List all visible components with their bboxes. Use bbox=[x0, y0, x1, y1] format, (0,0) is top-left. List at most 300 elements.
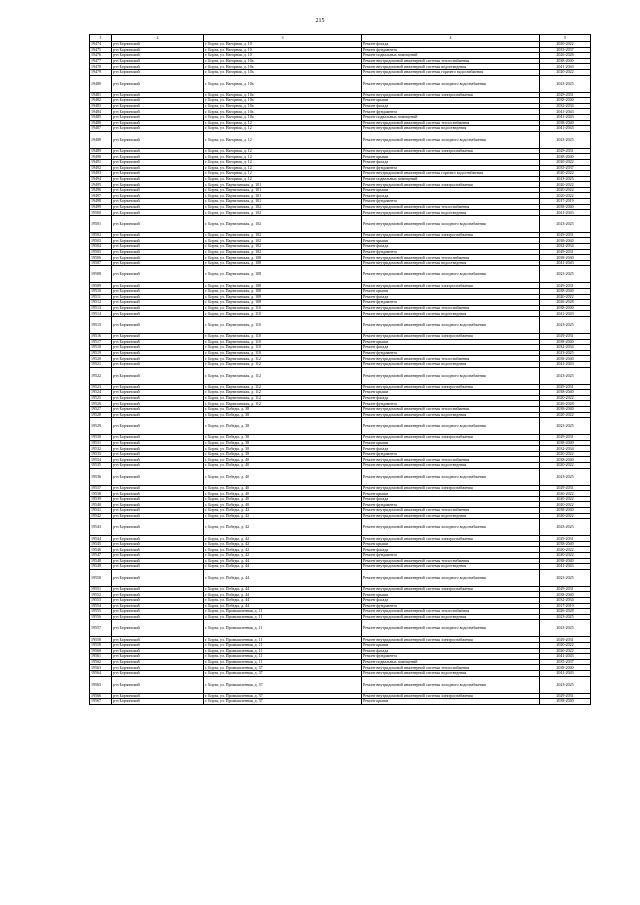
row-number-cell: 19558 bbox=[90, 637, 112, 643]
work-type-cell: Ремонт внутридомовой инженерной системы водоотведения bbox=[362, 614, 540, 620]
period-cell: 2038-2040 bbox=[540, 98, 591, 104]
work-type-cell: Ремонт подвальных помещений bbox=[362, 114, 540, 120]
address-cell: г. Борзя, ул. Нагорная, д. 10а bbox=[204, 75, 362, 92]
work-type-cell: Ремонт фундамента bbox=[362, 350, 540, 356]
work-type-cell: Ремонт внутридомовой инженерной системы водоотведения bbox=[362, 64, 540, 70]
work-type-cell: Ремонт фундамента bbox=[362, 654, 540, 660]
work-type-cell: Ремонт фундамента bbox=[362, 165, 540, 171]
period-cell: 2038-2040 bbox=[540, 255, 591, 261]
work-type-cell: Ремонт внутридомовой инженерной системы холодного водоснабжения bbox=[362, 215, 540, 232]
work-type-cell: Ремонт внутридомовой инженерной системы теплоснабжения bbox=[362, 120, 540, 126]
table-row bbox=[90, 367, 591, 384]
district-cell: р-н Борзинский bbox=[112, 485, 204, 491]
work-type-cell: Ремонт фундамента bbox=[362, 553, 540, 559]
address-cell: г. Борзя, ул. Партизанская, д. 102 bbox=[204, 249, 362, 255]
district-cell: р-н Борзинский bbox=[112, 401, 204, 407]
row-number-cell: 19529 bbox=[90, 418, 112, 435]
district-cell: р-н Борзинский bbox=[112, 283, 204, 289]
period-cell: 2029-2031 bbox=[540, 333, 591, 339]
repair-schedule-table bbox=[89, 34, 591, 705]
address-cell: г. Борзя, ул. Промышленная, д. 11 bbox=[204, 659, 362, 665]
row-number-cell: 19485 bbox=[90, 114, 112, 120]
district-cell: р-н Борзинский bbox=[112, 659, 204, 665]
row-number-cell: 19534 bbox=[90, 457, 112, 463]
work-type-cell: Ремонт внутридомовой инженерной системы водоотведения bbox=[362, 260, 540, 266]
row-number-cell: 19548 bbox=[90, 558, 112, 564]
row-number-cell: 19535 bbox=[90, 463, 112, 469]
period-cell: 2023-2025 bbox=[540, 468, 591, 485]
district-cell: р-н Борзинский bbox=[112, 345, 204, 351]
row-number-cell: 19503 bbox=[90, 238, 112, 244]
row-number-cell: 19560 bbox=[90, 648, 112, 654]
work-type-cell: Ремонт фундамента bbox=[362, 502, 540, 508]
work-type-cell: Ремонт внутридомовой инженерной системы электроснабжения bbox=[362, 283, 540, 289]
row-number-cell: 19509 bbox=[90, 283, 112, 289]
district-cell: р-н Борзинский bbox=[112, 390, 204, 396]
work-type-cell: Ремонт крыши bbox=[362, 642, 540, 648]
address-cell: г. Борзя, ул. Партизанская, д. 101 bbox=[204, 182, 362, 188]
row-number-cell: 19543 bbox=[90, 519, 112, 536]
period-cell: 2026-2028 bbox=[540, 609, 591, 615]
period-cell: 2020-2022 bbox=[540, 294, 591, 300]
work-type-cell: Ремонт фасада bbox=[362, 244, 540, 250]
period-cell: 2032-2034 bbox=[540, 244, 591, 250]
table-row bbox=[90, 569, 591, 586]
period-cell: 2041-2043 bbox=[540, 114, 591, 120]
address-cell: г. Борзя, ул. Победы, д. 42 bbox=[204, 553, 362, 559]
row-number-cell: 19546 bbox=[90, 547, 112, 553]
period-cell: 2023-2025 bbox=[540, 215, 591, 232]
period-cell: 2020-2022 bbox=[540, 395, 591, 401]
period-cell: 2026-2028 bbox=[540, 53, 591, 59]
address-cell: г. Борзя, ул. Промышленная, д. 37 bbox=[204, 676, 362, 693]
row-number-cell: 19556 bbox=[90, 614, 112, 620]
work-type-cell: Ремонт внутридомовой инженерной системы электроснабжения bbox=[362, 182, 540, 188]
district-cell: р-н Борзинский bbox=[112, 339, 204, 345]
period-cell: 2029-2031 bbox=[540, 586, 591, 592]
district-cell: р-н Борзинский bbox=[112, 603, 204, 609]
work-type-cell: Ремонт фасада bbox=[362, 648, 540, 654]
period-cell: 2026-2028 bbox=[540, 401, 591, 407]
period-cell: 2023-2025 bbox=[540, 266, 591, 283]
row-number-cell: 19504 bbox=[90, 244, 112, 250]
district-cell: р-н Борзинский bbox=[112, 154, 204, 160]
row-number-cell: 19498 bbox=[90, 199, 112, 205]
row-number-cell: 19539 bbox=[90, 496, 112, 502]
period-cell: 2017-2019 bbox=[540, 199, 591, 205]
row-number-cell: 19480 bbox=[90, 75, 112, 92]
work-type-cell: Ремонт фасада bbox=[362, 597, 540, 603]
address-cell: г. Борзя, ул. Партизанская, д. 102 bbox=[204, 210, 362, 216]
address-cell: г. Борзя, ул. Нагорная, д. 10а bbox=[204, 103, 362, 109]
district-cell: р-н Борзинский bbox=[112, 120, 204, 126]
work-type-cell: Ремонт внутридомовой инженерной системы электроснабжения bbox=[362, 92, 540, 98]
district-cell: р-н Борзинский bbox=[112, 126, 204, 132]
work-type-cell: Ремонт внутридомовой инженерной системы водоотведения bbox=[362, 126, 540, 132]
row-number-cell: 19553 bbox=[90, 597, 112, 603]
table-body bbox=[90, 35, 591, 705]
period-cell: 2020-2022 bbox=[540, 187, 591, 193]
period-cell: 2023-2025 bbox=[540, 614, 591, 620]
district-cell: р-н Борзинский bbox=[112, 496, 204, 502]
row-number-cell: 19505 bbox=[90, 249, 112, 255]
row-number-cell: 19476 bbox=[90, 53, 112, 59]
period-cell: 2038-2040 bbox=[540, 541, 591, 547]
address-cell: г. Борзя, ул. Партизанская, д. 112 bbox=[204, 356, 362, 362]
work-type-cell: Ремонт фундамента bbox=[362, 249, 540, 255]
period-cell: 2023-2025 bbox=[540, 75, 591, 92]
district-cell: р-н Борзинский bbox=[112, 176, 204, 182]
address-cell: г. Борзя, ул. Победы, д. 44 bbox=[204, 592, 362, 598]
work-type-cell: Ремонт внутридомовой инженерной системы водоотведения bbox=[362, 670, 540, 676]
row-number-cell: 19538 bbox=[90, 491, 112, 497]
district-cell: р-н Борзинский bbox=[112, 210, 204, 216]
district-cell: р-н Борзинский bbox=[112, 541, 204, 547]
row-number-cell: 19484 bbox=[90, 109, 112, 115]
address-cell: г. Борзя, ул. Нагорная, д. 10а bbox=[204, 114, 362, 120]
period-cell: 2038-2040 bbox=[540, 457, 591, 463]
district-cell: р-н Борзинский bbox=[112, 182, 204, 188]
row-number-cell: 19501 bbox=[90, 215, 112, 232]
district-cell: р-н Борзинский bbox=[112, 637, 204, 643]
table-row bbox=[90, 699, 591, 705]
district-cell: р-н Борзинский bbox=[112, 193, 204, 199]
work-type-cell: Ремонт крыши bbox=[362, 699, 540, 705]
address-cell: г. Борзя, ул. Партизанская, д. 110 bbox=[204, 350, 362, 356]
address-cell: г. Борзя, ул. Победы, д. 44 bbox=[204, 586, 362, 592]
period-cell: 2041-2043 bbox=[540, 311, 591, 317]
district-cell: р-н Борзинский bbox=[112, 171, 204, 177]
period-cell: 2020-2022 bbox=[540, 642, 591, 648]
work-type-cell: Ремонт крыши bbox=[362, 98, 540, 104]
address-cell: г. Борзя, ул. Партизанская, д. 112 bbox=[204, 384, 362, 390]
district-cell: р-н Борзинский bbox=[112, 311, 204, 317]
district-cell: р-н Борзинский bbox=[112, 457, 204, 463]
address-cell: г. Борзя, ул. Победы, д. 40 bbox=[204, 496, 362, 502]
table-row bbox=[90, 418, 591, 435]
work-type-cell: Ремонт крыши bbox=[362, 154, 540, 160]
row-number-cell: 19479 bbox=[90, 69, 112, 75]
row-number-cell: 19528 bbox=[90, 412, 112, 418]
address-cell: г. Борзя, ул. Победы, д. 40 bbox=[204, 491, 362, 497]
address-cell: г. Борзя, ул. Нагорная, д. 12 bbox=[204, 159, 362, 165]
period-cell: 2038-2040 bbox=[540, 204, 591, 210]
work-type-cell: Ремонт внутридомовой инженерной системы теплоснабжения bbox=[362, 204, 540, 210]
work-type-cell: Ремонт внутридомовой инженерной системы теплоснабжения bbox=[362, 356, 540, 362]
district-cell: р-н Борзинский bbox=[112, 446, 204, 452]
period-cell: 2020-2022 bbox=[540, 463, 591, 469]
row-number-cell: 19561 bbox=[90, 654, 112, 660]
district-cell: р-н Борзинский bbox=[112, 536, 204, 542]
address-cell: г. Борзя, ул. Нагорная, д. 12 bbox=[204, 176, 362, 182]
table-row bbox=[90, 676, 591, 693]
address-cell: г. Борзя, ул. Победы, д. 44 bbox=[204, 564, 362, 570]
district-cell: р-н Борзинский bbox=[112, 654, 204, 660]
row-number-cell: 19511 bbox=[90, 294, 112, 300]
period-cell: 2029-2031 bbox=[540, 148, 591, 154]
row-number-cell: 19493 bbox=[90, 171, 112, 177]
row-number-cell: 19522 bbox=[90, 367, 112, 384]
address-cell: г. Борзя, ул. Нагорная, д. 10 bbox=[204, 47, 362, 53]
header-cell: 1 bbox=[90, 35, 112, 42]
row-number-cell: 19478 bbox=[90, 64, 112, 70]
row-number-cell: 19513 bbox=[90, 305, 112, 311]
work-type-cell: Ремонт подвальных помещений bbox=[362, 53, 540, 59]
address-cell: г. Борзя, ул. Нагорная, д. 10 bbox=[204, 42, 362, 48]
table-row bbox=[90, 215, 591, 232]
address-cell: г. Борзя, ул. Победы, д. 40 bbox=[204, 463, 362, 469]
row-number-cell: 19489 bbox=[90, 148, 112, 154]
district-cell: р-н Борзинский bbox=[112, 468, 204, 485]
row-number-cell: 19550 bbox=[90, 569, 112, 586]
row-number-cell: 19497 bbox=[90, 193, 112, 199]
period-cell: 2038-2040 bbox=[540, 339, 591, 345]
row-number-cell: 19555 bbox=[90, 609, 112, 615]
table-row bbox=[90, 266, 591, 283]
work-type-cell: Ремонт внутридомовой инженерной системы теплоснабжения bbox=[362, 665, 540, 671]
period-cell: 2023-2025 bbox=[540, 519, 591, 536]
work-type-cell: Ремонт внутридомовой инженерной системы теплоснабжения bbox=[362, 558, 540, 564]
district-cell: р-н Борзинский bbox=[112, 98, 204, 104]
district-cell: р-н Борзинский bbox=[112, 58, 204, 64]
address-cell: г. Борзя, ул. Партизанская, д. 110 bbox=[204, 305, 362, 311]
row-number-cell: 19525 bbox=[90, 395, 112, 401]
district-cell: р-н Борзинский bbox=[112, 249, 204, 255]
row-number-cell: 19520 bbox=[90, 356, 112, 362]
period-cell: 2020-2022 bbox=[540, 502, 591, 508]
district-cell: р-н Борзинский bbox=[112, 558, 204, 564]
address-cell: г. Борзя, ул. Нагорная, д. 12 bbox=[204, 120, 362, 126]
row-number-cell: 19481 bbox=[90, 92, 112, 98]
period-cell: 2038-2040 bbox=[540, 558, 591, 564]
district-cell: р-н Борзинский bbox=[112, 260, 204, 266]
period-cell: 2032-2034 bbox=[540, 103, 591, 109]
district-cell: р-н Борзинский bbox=[112, 412, 204, 418]
work-type-cell: Ремонт внутридомовой инженерной системы электроснабжения bbox=[362, 485, 540, 491]
address-cell: г. Борзя, ул. Промышленная, д. 37 bbox=[204, 670, 362, 676]
district-cell: р-н Борзинский bbox=[112, 316, 204, 333]
address-cell: г. Борзя, ул. Партизанская, д. 110 bbox=[204, 339, 362, 345]
address-cell: г. Борзя, ул. Нагорная, д. 12 bbox=[204, 126, 362, 132]
address-cell: г. Борзя, ул. Нагорная, д. 12 bbox=[204, 171, 362, 177]
district-cell: р-н Борзинский bbox=[112, 109, 204, 115]
address-cell: г. Борзя, ул. Промышленная, д. 37 bbox=[204, 665, 362, 671]
address-cell: г. Борзя, ул. Партизанская, д. 108 bbox=[204, 283, 362, 289]
row-number-cell: 19523 bbox=[90, 384, 112, 390]
table-row bbox=[90, 75, 591, 92]
work-type-cell: Ремонт крыши bbox=[362, 187, 540, 193]
work-type-cell: Ремонт внутридомовой инженерной системы электроснабжения bbox=[362, 586, 540, 592]
row-number-cell: 19495 bbox=[90, 182, 112, 188]
district-cell: р-н Борзинский bbox=[112, 244, 204, 250]
period-cell: 2029-2031 bbox=[540, 485, 591, 491]
work-type-cell: Ремонт внутридомовой инженерной системы электроснабжения bbox=[362, 536, 540, 542]
address-cell: г. Борзя, ул. Промышленная, д. 11 bbox=[204, 637, 362, 643]
address-cell: г. Борзя, ул. Победы, д. 42 bbox=[204, 508, 362, 514]
work-type-cell: Ремонт внутридомовой инженерной системы водоотведения bbox=[362, 513, 540, 519]
work-type-cell: Ремонт крыши bbox=[362, 541, 540, 547]
period-cell: 2023-2025 bbox=[540, 350, 591, 356]
district-cell: р-н Борзинский bbox=[112, 103, 204, 109]
period-cell: 2029-2031 bbox=[540, 232, 591, 238]
row-number-cell: 19475 bbox=[90, 47, 112, 53]
district-cell: р-н Борзинский bbox=[112, 519, 204, 536]
work-type-cell: Ремонт внутридомовой инженерной системы теплоснабжения bbox=[362, 406, 540, 412]
row-number-cell: 19537 bbox=[90, 485, 112, 491]
table-row bbox=[90, 131, 591, 148]
work-type-cell: Ремонт внутридомовой инженерной системы теплоснабжения bbox=[362, 508, 540, 514]
work-type-cell: Ремонт внутридомовой инженерной системы электроснабжения bbox=[362, 333, 540, 339]
address-cell: г. Борзя, ул. Победы, д. 42 bbox=[204, 519, 362, 536]
address-cell: г. Борзя, ул. Победы, д. 38 bbox=[204, 406, 362, 412]
work-type-cell: Ремонт внутридомовой инженерной системы водоотведения bbox=[362, 412, 540, 418]
address-cell: г. Борзя, ул. Промышленная, д. 37 bbox=[204, 699, 362, 705]
address-cell: г. Борзя, ул. Нагорная, д. 12 bbox=[204, 148, 362, 154]
district-cell: р-н Борзинский bbox=[112, 553, 204, 559]
address-cell: г. Борзя, ул. Промышленная, д. 11 bbox=[204, 620, 362, 637]
work-type-cell: Ремонт фундамента bbox=[362, 401, 540, 407]
row-number-cell: 19567 bbox=[90, 699, 112, 705]
district-cell: р-н Борзинский bbox=[112, 569, 204, 586]
period-cell: 2023-2025 bbox=[540, 676, 591, 693]
work-type-cell: Ремонт фасада bbox=[362, 345, 540, 351]
address-cell: г. Борзя, ул. Победы, д. 44 bbox=[204, 597, 362, 603]
district-cell: р-н Борзинский bbox=[112, 75, 204, 92]
period-cell: 2020-2022 bbox=[540, 182, 591, 188]
row-number-cell: 19508 bbox=[90, 266, 112, 283]
row-number-cell: 19518 bbox=[90, 345, 112, 351]
period-cell: 2041-2043 bbox=[540, 210, 591, 216]
address-cell: г. Борзя, ул. Промышленная, д. 11 bbox=[204, 642, 362, 648]
district-cell: р-н Борзинский bbox=[112, 42, 204, 48]
header-cell: 3 bbox=[204, 35, 362, 42]
period-cell: 2035-2037 bbox=[540, 165, 591, 171]
header-cell: 2 bbox=[112, 35, 204, 42]
row-number-cell: 19562 bbox=[90, 659, 112, 665]
row-number-cell: 19492 bbox=[90, 165, 112, 171]
district-cell: р-н Борзинский bbox=[112, 451, 204, 457]
row-number-cell: 19549 bbox=[90, 564, 112, 570]
address-cell: г. Борзя, ул. Партизанская, д. 102 bbox=[204, 244, 362, 250]
period-cell: 2020-2022 bbox=[540, 547, 591, 553]
work-type-cell: Ремонт крыши bbox=[362, 390, 540, 396]
period-cell: 2020-2022 bbox=[540, 171, 591, 177]
table-header-row bbox=[90, 35, 591, 42]
row-number-cell: 19477 bbox=[90, 58, 112, 64]
row-number-cell: 19521 bbox=[90, 361, 112, 367]
period-cell: 2038-2040 bbox=[540, 154, 591, 160]
period-cell: 2038-2040 bbox=[540, 289, 591, 295]
address-cell: г. Борзя, ул. Нагорная, д. 10а bbox=[204, 109, 362, 115]
work-type-cell: Ремонт внутридомовой инженерной системы теплоснабжения bbox=[362, 58, 540, 64]
header-cell: 5 bbox=[540, 35, 591, 42]
work-type-cell: Ремонт внутридомовой инженерной системы холодного водоснабжения bbox=[362, 676, 540, 693]
district-cell: р-н Борзинский bbox=[112, 693, 204, 699]
work-type-cell: Ремонт крыши bbox=[362, 440, 540, 446]
row-number-cell: 19512 bbox=[90, 300, 112, 306]
address-cell: г. Борзя, ул. Победы, д. 44 bbox=[204, 569, 362, 586]
row-number-cell: 19482 bbox=[90, 98, 112, 104]
district-cell: р-н Борзинский bbox=[112, 305, 204, 311]
district-cell: р-н Борзинский bbox=[112, 289, 204, 295]
address-cell: г. Борзя, ул. Победы, д. 44 bbox=[204, 603, 362, 609]
address-cell: г. Борзя, ул. Нагорная, д. 12 bbox=[204, 131, 362, 148]
district-cell: р-н Борзинский bbox=[112, 53, 204, 59]
address-cell: г. Борзя, ул. Победы, д. 44 bbox=[204, 558, 362, 564]
address-cell: г. Борзя, ул. Партизанская, д. 108 bbox=[204, 294, 362, 300]
period-cell: 2023-2025 bbox=[540, 316, 591, 333]
period-cell: 2038-2040 bbox=[540, 440, 591, 446]
address-cell: г. Борзя, ул. Партизанская, д. 112 bbox=[204, 361, 362, 367]
period-cell: 2020-2022 bbox=[540, 193, 591, 199]
address-cell: г. Борзя, ул. Нагорная, д. 10 bbox=[204, 53, 362, 59]
row-number-cell: 19494 bbox=[90, 176, 112, 182]
work-type-cell: Ремонт внутридомовой инженерной системы электроснабжения bbox=[362, 148, 540, 154]
address-cell: г. Борзя, ул. Победы, д. 38 bbox=[204, 451, 362, 457]
period-cell: 2038-2040 bbox=[540, 390, 591, 396]
work-type-cell: Ремонт крыши bbox=[362, 491, 540, 497]
row-number-cell: 19502 bbox=[90, 232, 112, 238]
period-cell: 2038-2040 bbox=[540, 665, 591, 671]
row-number-cell: 19545 bbox=[90, 541, 112, 547]
address-cell: г. Борзя, ул. Нагорная, д. 10а bbox=[204, 98, 362, 104]
address-cell: г. Борзя, ул. Нагорная, д. 10а bbox=[204, 64, 362, 70]
table-row bbox=[90, 519, 591, 536]
address-cell: г. Борзя, ул. Победы, д. 38 bbox=[204, 446, 362, 452]
address-cell: г. Борзя, ул. Нагорная, д. 12 bbox=[204, 165, 362, 171]
address-cell: г. Борзя, ул. Победы, д. 40 bbox=[204, 468, 362, 485]
district-cell: р-н Борзинский bbox=[112, 435, 204, 441]
period-cell: 2035-2037 bbox=[540, 659, 591, 665]
district-cell: р-н Борзинский bbox=[112, 513, 204, 519]
address-cell: г. Борзя, ул. Партизанская, д. 102 bbox=[204, 238, 362, 244]
address-cell: г. Борзя, ул. Победы, д. 40 bbox=[204, 502, 362, 508]
period-cell: 2041-2043 bbox=[540, 654, 591, 660]
row-number-cell: 19541 bbox=[90, 508, 112, 514]
address-cell: г. Борзя, ул. Партизанская, д. 112 bbox=[204, 395, 362, 401]
district-cell: р-н Борзинский bbox=[112, 665, 204, 671]
row-number-cell: 19551 bbox=[90, 586, 112, 592]
address-cell: г. Борзя, ул. Победы, д. 42 bbox=[204, 547, 362, 553]
district-cell: р-н Борзинский bbox=[112, 131, 204, 148]
period-cell: 2041-2043 bbox=[540, 361, 591, 367]
address-cell: г. Борзя, ул. Партизанская, д. 108 bbox=[204, 255, 362, 261]
period-cell: 2020-2022 bbox=[540, 496, 591, 502]
district-cell: р-н Борзинский bbox=[112, 586, 204, 592]
row-number-cell: 19510 bbox=[90, 289, 112, 295]
address-cell: г. Борзя, ул. Партизанская, д. 108 bbox=[204, 300, 362, 306]
district-cell: р-н Борзинский bbox=[112, 491, 204, 497]
period-cell: 2020-2022 bbox=[540, 513, 591, 519]
row-number-cell: 19499 bbox=[90, 204, 112, 210]
work-type-cell: Ремонт внутридомовой инженерной системы холодного водоснабжения bbox=[362, 620, 540, 637]
work-type-cell: Ремонт фасада bbox=[362, 446, 540, 452]
period-cell: 2023-2025 bbox=[540, 620, 591, 637]
row-number-cell: 19532 bbox=[90, 446, 112, 452]
district-cell: р-н Борзинский bbox=[112, 609, 204, 615]
period-cell: 2041-2043 bbox=[540, 670, 591, 676]
address-cell: г. Борзя, ул. Промышленная, д. 11 bbox=[204, 654, 362, 660]
district-cell: р-н Борзинский bbox=[112, 384, 204, 390]
period-cell: 2023-2025 bbox=[540, 131, 591, 148]
work-type-cell: Ремонт крыши bbox=[362, 238, 540, 244]
work-type-cell: Ремонт внутридомовой инженерной системы электроснабжения bbox=[362, 232, 540, 238]
period-cell: 2020-2022 bbox=[540, 412, 591, 418]
work-type-cell: Ремонт внутридомовой инженерной системы холодного водоснабжения bbox=[362, 468, 540, 485]
address-cell: г. Борзя, ул. Победы, д. 42 bbox=[204, 536, 362, 542]
district-cell: р-н Борзинский bbox=[112, 699, 204, 705]
row-number-cell: 19565 bbox=[90, 676, 112, 693]
